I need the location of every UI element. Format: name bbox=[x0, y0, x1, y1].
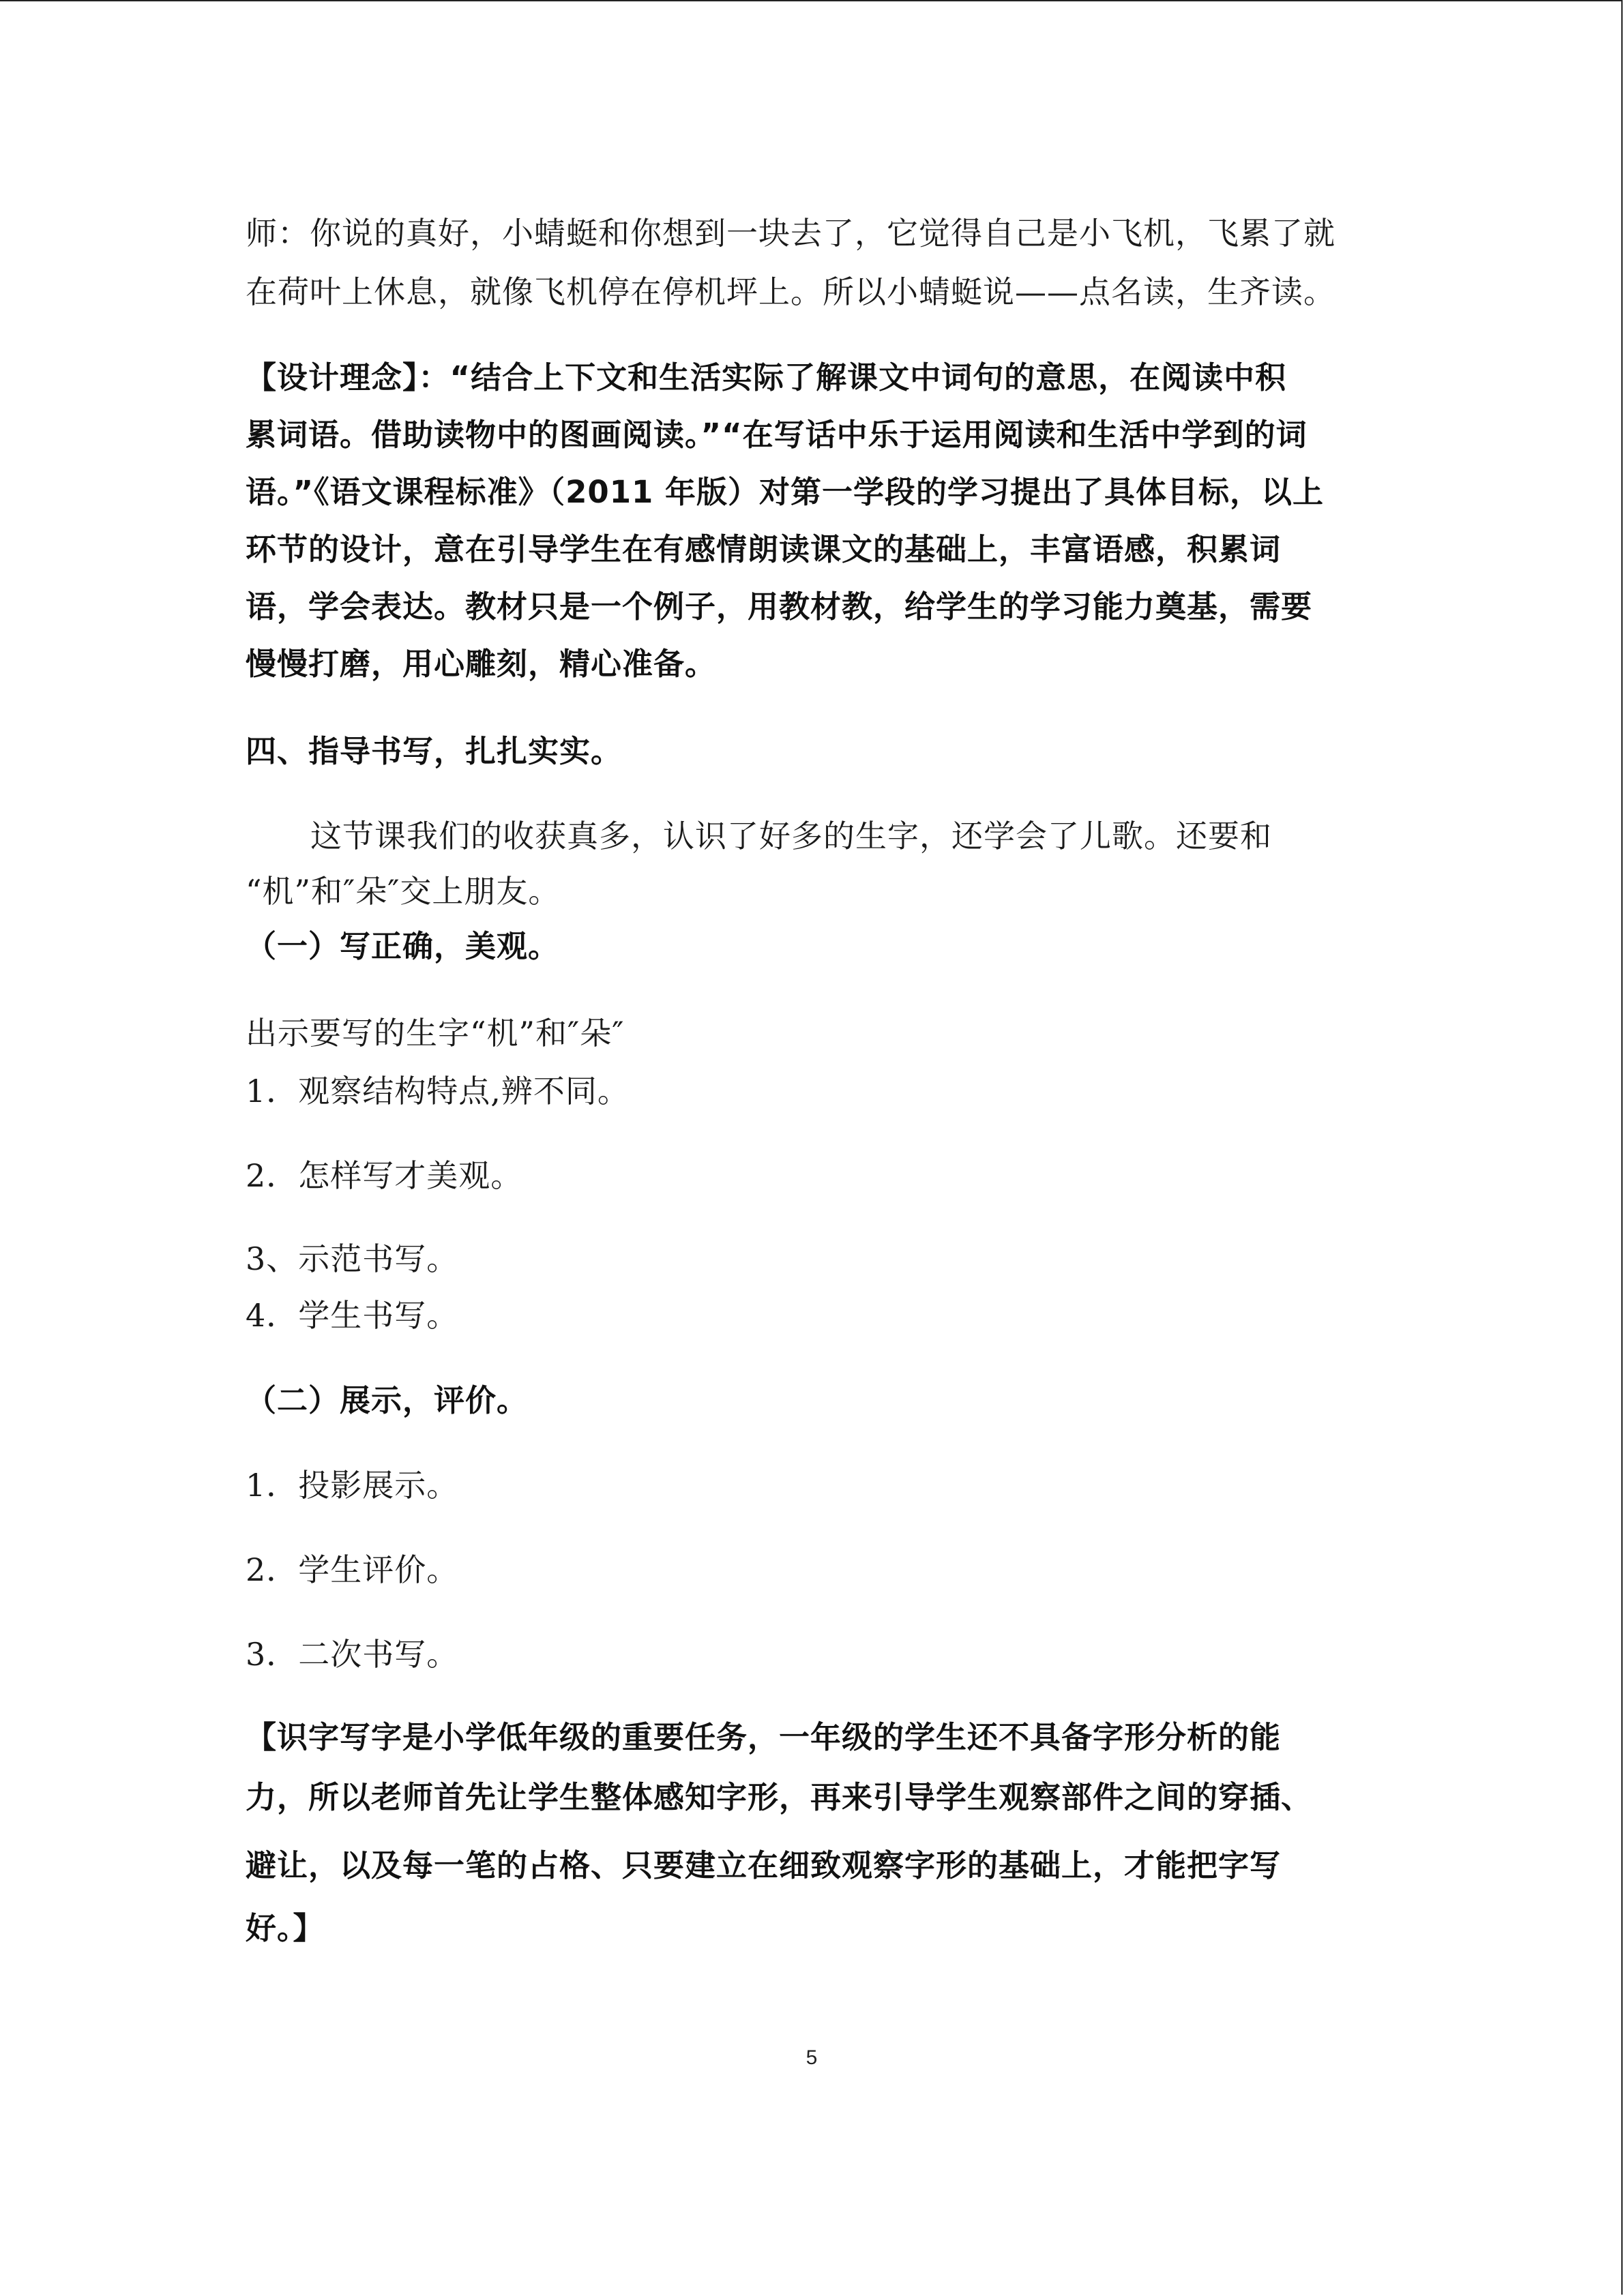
design-line-3: 语。”《语文课程标准》（2011 年版）对第一学段的学习提出了具体目标，以上 bbox=[246, 474, 1324, 510]
teacher-line-1: 师：你说的真好，小蜻蜓和你想到一块去了，它觉得自己是小飞机，飞累了就 bbox=[246, 215, 1335, 252]
note-line-1: 【识字写字是小学低年级的重要任务，一年级的学生还不具备字形分析的能 bbox=[246, 1719, 1282, 1755]
section-four-heading: 四、指导书写，扎扎实实。 bbox=[246, 733, 623, 769]
page-number: 5 bbox=[806, 2046, 818, 2069]
intro-line-2: “机”和″朵″交上朋友。 bbox=[246, 873, 561, 910]
sub-heading-one: （一）写正确，美观。 bbox=[246, 928, 560, 964]
eval-3: 3．二次书写。 bbox=[246, 1636, 459, 1673]
step-4: 4．学生书写。 bbox=[246, 1297, 459, 1334]
note-line-4: 好。】 bbox=[246, 1910, 325, 1946]
step-1: 1．观察结构特点,辨不同。 bbox=[246, 1073, 630, 1109]
design-line-2: 累词语。借助读物中的图画阅读。”“在写话中乐于运用阅读和生活中学到的词 bbox=[246, 417, 1308, 453]
step-2: 2．怎样写才美观。 bbox=[246, 1157, 523, 1194]
design-line-4: 环节的设计，意在引导学生在有感情朗读课文的基础上，丰富语感，积累词 bbox=[246, 531, 1282, 567]
design-line-6: 慢慢打磨，用心雕刻，精心准备。 bbox=[246, 646, 717, 682]
design-line-5: 语，学会表达。教材只是一个例子，用教材教，给学生的学习能力奠基，需要 bbox=[246, 588, 1313, 625]
sub-heading-two: （二）展示，评价。 bbox=[246, 1382, 529, 1418]
eval-1: 1．投影展示。 bbox=[246, 1467, 459, 1504]
intro-line-1: 这节课我们的收获真多，认识了好多的生字，还学会了儿歌。还要和 bbox=[310, 818, 1272, 854]
step-3: 3、示范书写。 bbox=[246, 1240, 459, 1277]
show-characters-line: 出示要写的生字“机”和″朵″ bbox=[246, 1015, 625, 1052]
note-line-3: 避让，以及每一笔的占格、只要建立在细致观察字形的基础上，才能把字写 bbox=[246, 1847, 1282, 1883]
teacher-line-2: 在荷叶上休息，就像飞机停在停机坪上。所以小蜻蜓说——点名读，生齐读。 bbox=[246, 273, 1335, 310]
note-line-2: 力，所以老师首先让学生整体感知字形，再来引导学生观察部件之间的穿插、 bbox=[246, 1779, 1313, 1815]
design-line-1: 【设计理念】：“结合上下文和生活实际了解课文中词句的意思，在阅读中积 bbox=[246, 359, 1287, 396]
eval-2: 2．学生评价。 bbox=[246, 1551, 459, 1588]
